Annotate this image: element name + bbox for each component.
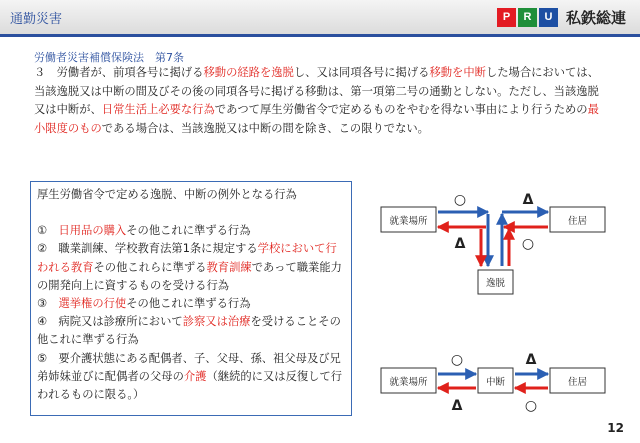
exception-segment-text: ①: [37, 224, 59, 238]
interruption-diagram: [381, 352, 605, 414]
section-title: 通勤災害: [10, 12, 63, 27]
residence-label: 住居: [567, 216, 588, 227]
deviation-label: 逸脱: [485, 278, 506, 289]
exceptions-title: 厚生労働省令で定める逸脱、中断の例外となる行為: [37, 188, 297, 201]
residence-label-2: 住居: [567, 377, 588, 388]
ok-mark-top-left: ○: [453, 192, 467, 208]
ok-mark-bottom-right: ○: [521, 236, 535, 252]
law-segment-highlight: 移動の経路を逸脱: [203, 66, 294, 79]
interruption-label: 中断: [485, 377, 506, 388]
logo-letter-p: P: [497, 8, 516, 27]
deviation-diagram: [381, 192, 605, 294]
ok-mark-lower-bottom-right: ○: [524, 398, 538, 414]
ng-mark-lower-bottom-left: Δ: [451, 398, 463, 414]
logo-letter-u: U: [539, 8, 558, 27]
law-segment-highlight: 日常生活上必要な行為: [101, 103, 215, 117]
logo-letter-r: R: [518, 8, 537, 27]
exception-segment-text: であって職業能力の開発向上に資するものを受ける行為: [37, 260, 342, 292]
law-segment-text: ３ 労働者が、前項各号に掲げる: [34, 66, 204, 79]
exception-segment-text: その他これに準ずる行為: [126, 297, 251, 311]
workplace-label: 就業場所: [389, 216, 428, 227]
exception-segment-highlight: 診察又は治療: [182, 315, 251, 329]
law-segment-highlight: 移動を中断: [429, 66, 486, 79]
logo-text: 私鉄総連: [565, 8, 626, 27]
exception-segment-text: ④ 病院又は診療所において: [37, 315, 183, 329]
exception-segment-highlight: 介護: [183, 369, 207, 383]
exception-segment-text: を受けることその他これに準ずる行為: [37, 315, 341, 347]
ok-mark-lower-top-left: ○: [450, 352, 464, 368]
law-segment-highlight: 最小限度のもの: [34, 103, 599, 135]
exception-segment-text: その他これに準ずる行為: [126, 224, 251, 238]
exception-segment-highlight: 選挙権の行使: [58, 297, 127, 311]
exception-segment-text: その他これらに準ずる: [93, 260, 207, 274]
page-number: 12: [607, 421, 624, 435]
exception-segment-text: ② 職業訓練、学校教育法第1条に規定する: [37, 242, 258, 256]
law-segment-text: であつて厚生労働省令で定めるものをやむを得ない事由により行うための: [214, 103, 588, 117]
workplace-label-2: 就業場所: [389, 377, 428, 388]
ng-mark-top-right: Δ: [522, 192, 534, 208]
law-segment-text: した場合においては、当該逸脱又は中断の間及びその後の同項各号に掲げる移動は、第一項第二号の通勤としない。ただし、当該逸脱又は中断が、: [34, 66, 599, 117]
law-title: 労働者災害補償保険法 第7条: [34, 51, 184, 64]
exception-segment-text: （継続的に又は反復して行われるものに限る。）: [37, 369, 343, 402]
exception-segment-text: ⑤ 要介護状態にある配偶者、子、父母、孫、祖父母及び兄弟姉妹並びに配偶者の父母の: [37, 351, 341, 383]
law-segment-text: である場合は、当該逸脱又は中断の間を除き、この限りでない。: [101, 121, 429, 135]
ng-mark-bottom-left: Δ: [454, 236, 466, 252]
exception-segment-highlight: 教育訓練: [206, 260, 252, 274]
exception-segment-text: ③: [37, 297, 59, 311]
law-segment-text: し、又は同項各号に掲げる: [293, 66, 430, 79]
exception-segment-highlight: 日用品の購入: [58, 224, 127, 238]
exception-segment-highlight: 学校において行われる教育: [37, 242, 337, 274]
ng-mark-lower-top-right: Δ: [525, 352, 537, 368]
